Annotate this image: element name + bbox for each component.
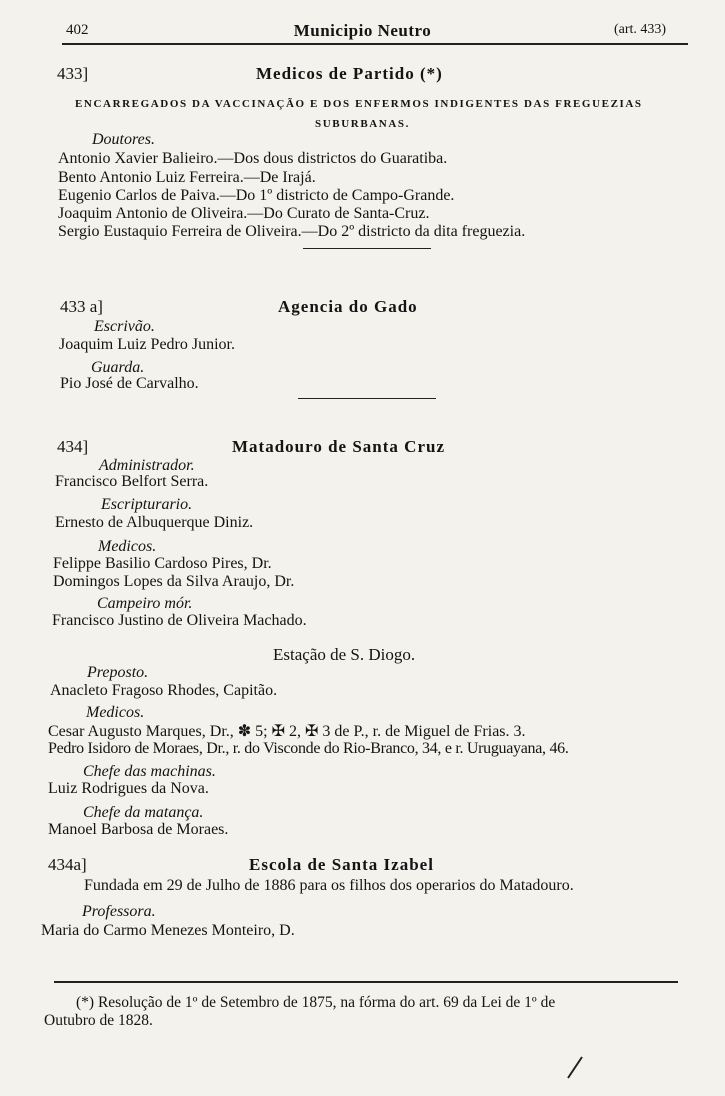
section-subtitle: SUBURBANAS. xyxy=(315,118,410,130)
role-heading: Professora. xyxy=(82,903,156,920)
entry-line: Sergio Eustaquio Ferreira de Oliveira.—Do 2º districto da dita freguezia. xyxy=(58,223,526,240)
section-title: Escola de Santa Izabel xyxy=(249,855,434,874)
header-rule xyxy=(62,43,688,45)
role-heading: Medicos. xyxy=(98,538,157,555)
entry-line: Manoel Barbosa de Moraes. xyxy=(48,821,229,838)
entry-line: Eugenio Carlos de Paiva.—Do 1º districto de Campo-Grande. xyxy=(58,187,455,204)
section-separator xyxy=(303,248,431,249)
section-number: 434] xyxy=(57,437,89,456)
entry-line: Joaquim Antonio de Oliveira.—Do Curato de Santa-Cruz. xyxy=(58,205,430,222)
role-heading: Preposto. xyxy=(87,664,149,681)
entry-line: Francisco Justino de Oliveira Machado. xyxy=(52,612,307,629)
entry-line: Domingos Lopes da Silva Araujo, Dr. xyxy=(53,573,295,590)
role-heading: Campeiro mór. xyxy=(97,595,193,612)
role-heading: Guarda. xyxy=(91,359,145,376)
running-title: Municipio Neutro xyxy=(293,21,432,40)
entry-line: Joaquim Luiz Pedro Junior. xyxy=(59,336,235,353)
entry-line: Cesar Augusto Marques, Dr., ✽ 5; ✠ 2, ✠ 3 de P., r. de Miguel de Frias. 3. xyxy=(48,723,526,740)
article-reference: (art. 433) xyxy=(614,22,667,37)
role-heading: Medicos. xyxy=(86,704,145,721)
entry-line: Antonio Xavier Balieiro.—Dos dous districtos do Guaratiba. xyxy=(58,150,448,167)
footnote-rule xyxy=(54,981,678,983)
entry-line: Ernesto de Albuquerque Diniz. xyxy=(55,514,254,531)
role-heading: Doutores. xyxy=(92,131,155,148)
station-heading: Estação de S. Diogo. xyxy=(273,645,416,664)
section-title: Agencia do Gado xyxy=(278,297,418,316)
entry-line: Pedro Isidoro de Moraes, Dr., r. do Visconde do Rio-Branco, 34, e r. Uruguayana, 46. xyxy=(48,740,569,757)
pencil-mark-icon xyxy=(562,1055,586,1081)
role-heading: Escripturario. xyxy=(101,496,193,513)
role-heading: Chefe das machinas. xyxy=(83,763,216,780)
entry-line: Anacleto Fragoso Rhodes, Capitão. xyxy=(50,682,278,699)
section-number: 434a] xyxy=(48,855,87,874)
entry-line: Bento Antonio Luiz Ferreira.—De Irajá. xyxy=(58,169,316,186)
section-title: Medicos de Partido (*) xyxy=(256,64,443,83)
role-heading: Escrivão. xyxy=(94,318,155,335)
footnote-line: Outubro de 1828. xyxy=(44,1012,153,1029)
footnote-line: (*) Resolução de 1º de Setembro de 1875, na fórma do art. 69 da Lei de 1º de xyxy=(76,994,556,1011)
entry-line: Maria do Carmo Menezes Monteiro, D. xyxy=(41,922,295,939)
page-number: 402 xyxy=(66,22,89,38)
section-subtitle: ENCARREGADOS DA VACCINAÇÃO E DOS ENFERMOS INDIGENTES DAS FREGUEZIAS xyxy=(75,98,643,110)
entry-line: Pio José de Carvalho. xyxy=(60,375,199,392)
section-separator xyxy=(298,398,436,399)
section-title: Matadouro de Santa Cruz xyxy=(232,437,445,456)
entry-line: Francisco Belfort Serra. xyxy=(55,473,209,490)
entry-line: Fundada em 29 de Julho de 1886 para os filhos dos operarios do Matadouro. xyxy=(84,877,574,894)
entry-line: Luiz Rodrigues da Nova. xyxy=(48,780,209,797)
section-number: 433] xyxy=(57,64,89,83)
entry-line: Felippe Basilio Cardoso Pires, Dr. xyxy=(53,555,272,572)
section-number: 433 a] xyxy=(60,297,103,316)
role-heading: Administrador. xyxy=(99,457,195,474)
role-heading: Chefe da matança. xyxy=(83,804,204,821)
